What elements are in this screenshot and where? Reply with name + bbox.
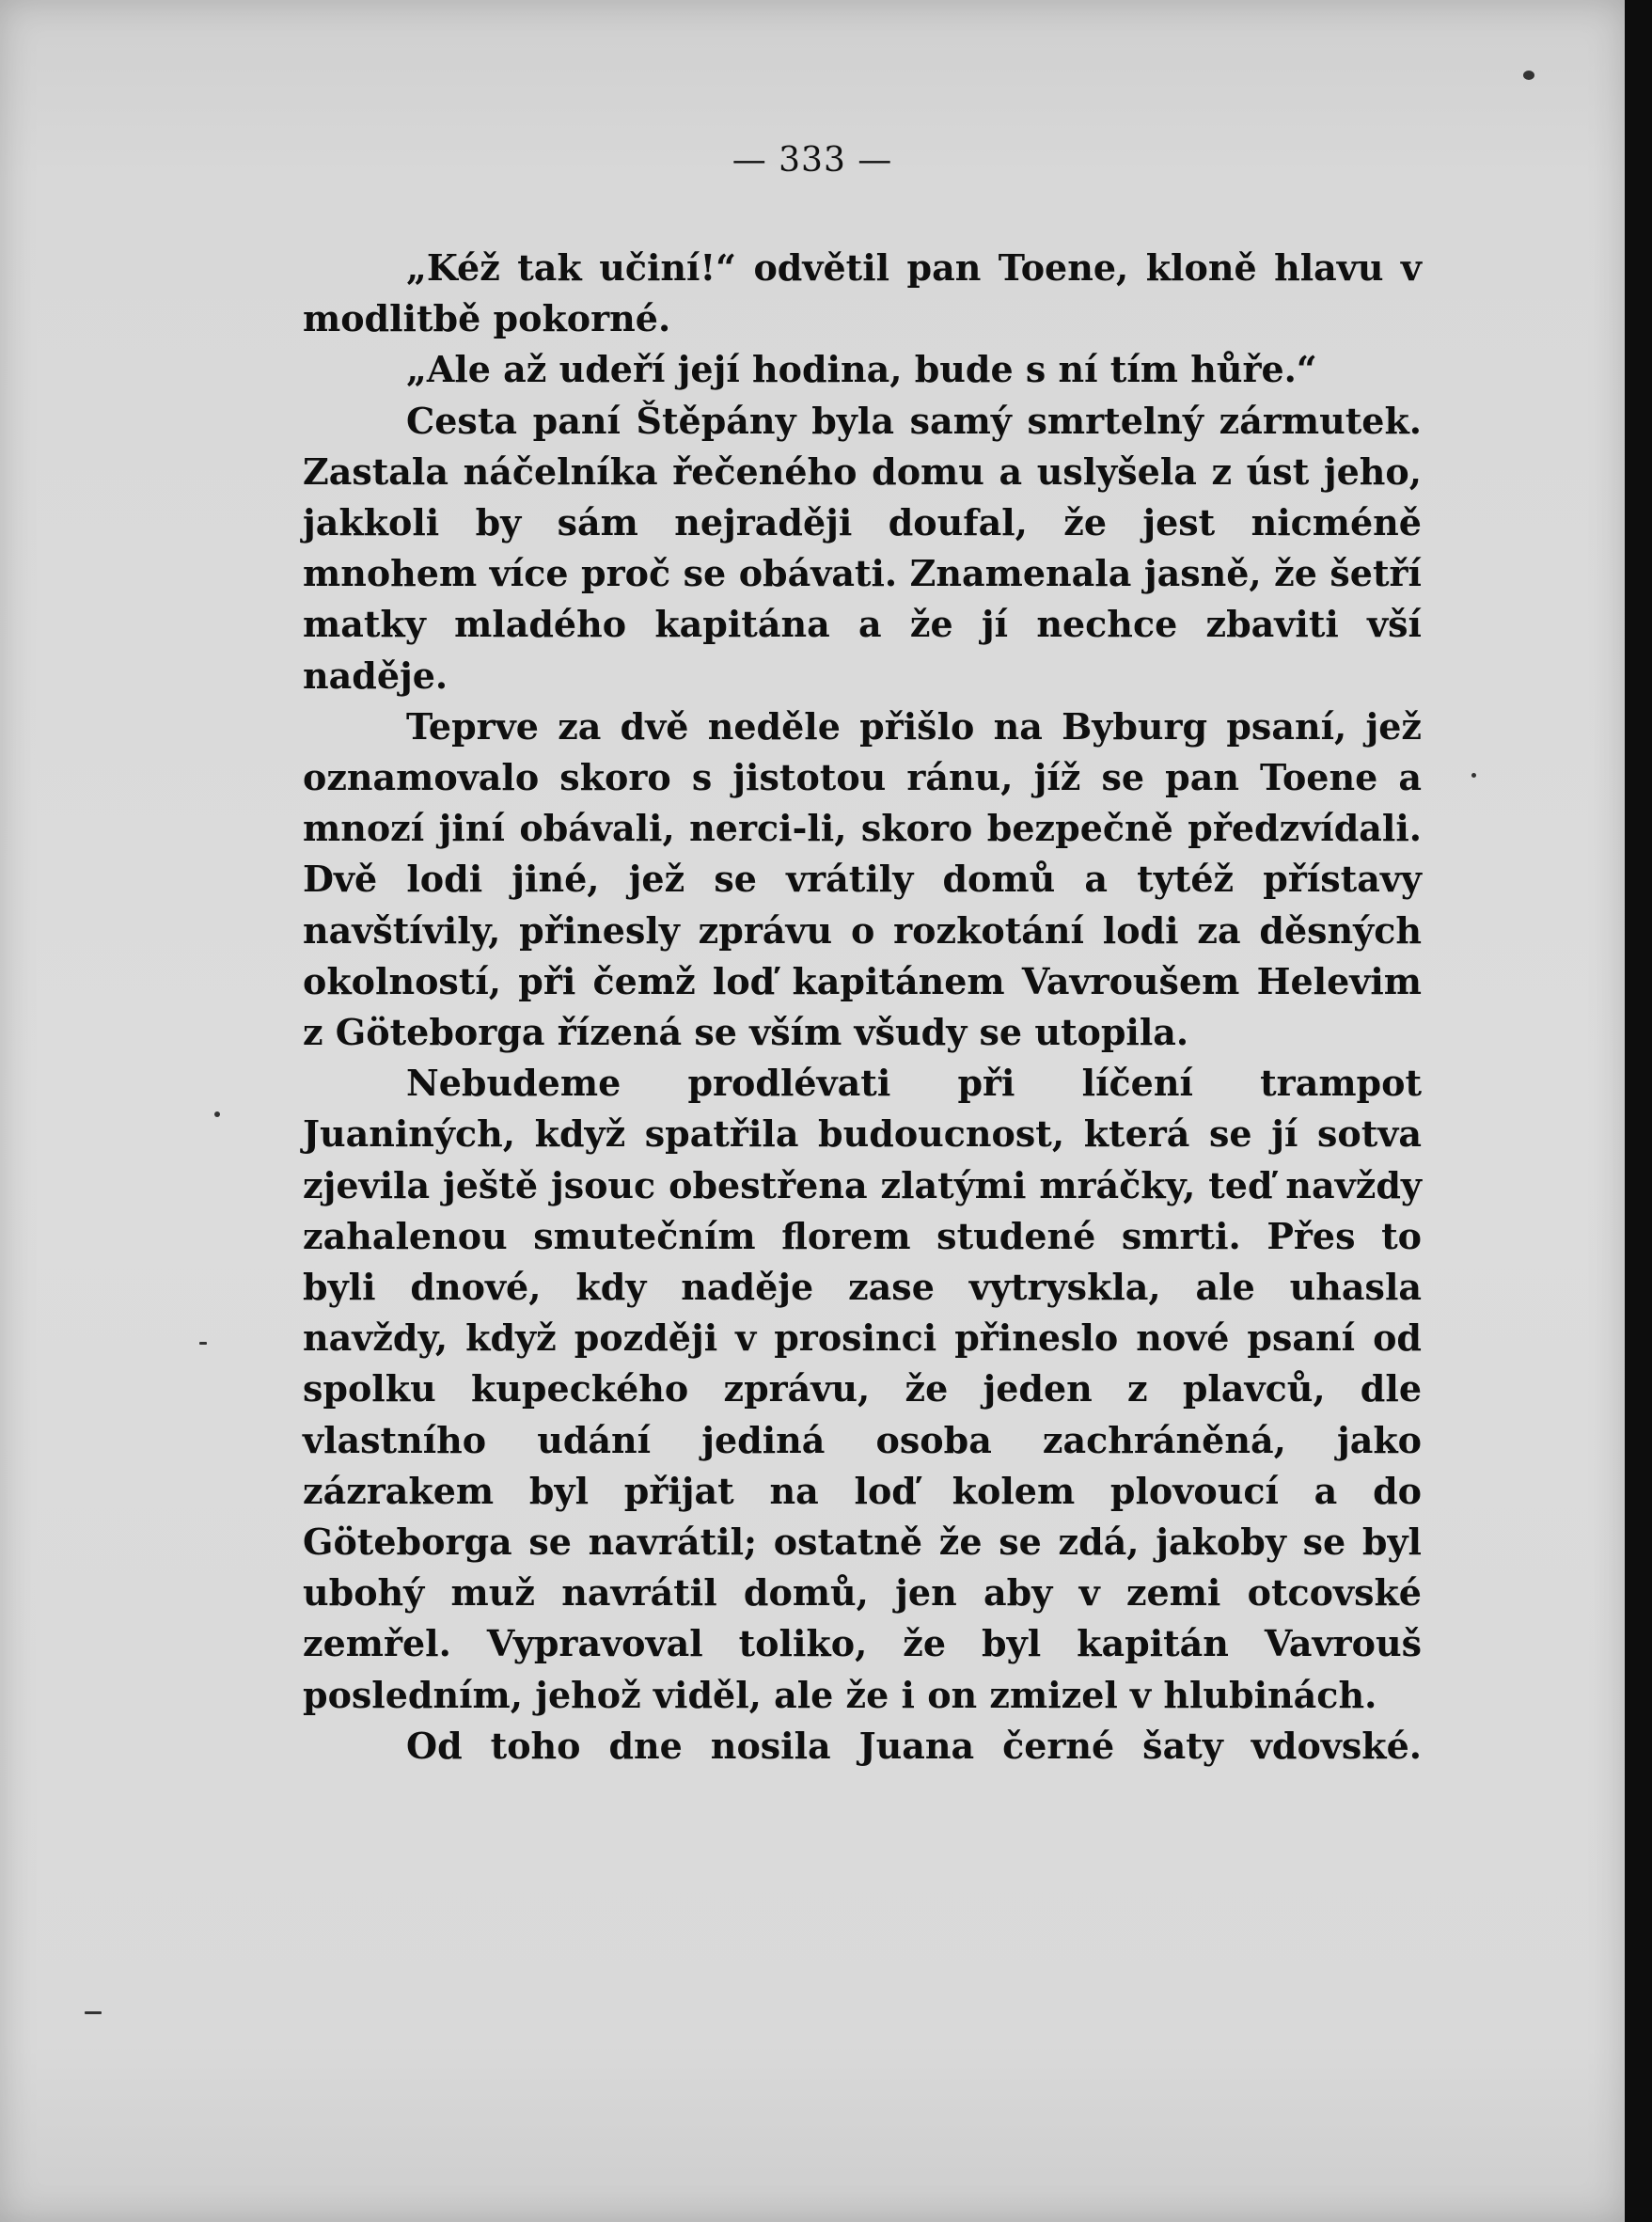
paper-speck xyxy=(1471,773,1476,778)
paragraph-5: Nebudeme prodlévati při líčení trampot Juaniných, když spatřila budoucnost, která se jí sotva zjevila ještě jsouc obestřena zlatými mráčky, teď navždy zahalenou smutečním florem studené smrti. Přes to byli dnové, kdy naděje zase vytryskla, ale uhasla navždy, když později v prosinci přineslo nové psaní od spolku kupeckého zprávu, že jeden z plavců, dle vlastního udání jediná osoba zachráněná, jako zázrakem byl přijat na loď kolem plovoucí a do Göteborga se navrátil; ostatně že se zdá, jakoby se byl ubohý muž navrátil domů, jen aby v zemi otcovské zemřel. Vypravoval toliko, že byl kapitán Vavrouš posledním, jehož viděl, ale že i on zmizel v hlubinách. xyxy=(303,1062,1422,1716)
paragraph-2: „Ale až udeří její hodina, bude s ní tím hůře.“ xyxy=(406,348,1317,391)
paragraph-1: „Kéž tak učiní!“ odvětil pan Toene, kloně hlavu v modlitbě pokorné. xyxy=(303,246,1422,340)
paper-speck xyxy=(1523,71,1534,80)
page-edge-shadow xyxy=(1625,0,1652,2222)
paper-speck xyxy=(199,1342,207,1345)
paragraph-4: Teprve za dvě neděle přišlo na Byburg psaní, jež oznamovalo skoro s jistotou ránu, jíž se pan Toene a mnozí jiní obávali, nerci-li, skoro bezpečně předzvídali. Dvě lodi jiné, jež se vrátily domů a tytéž přístavy navštívily, přinesly zprávu o rozkotání lodi za děsných okolností, při čemž loď kapitánem Vavroušem Helevim z Göteborga řízená se vším všudy se utopila. xyxy=(303,704,1422,1054)
paragraph-3: Cesta paní Štěpány byla samý smrtelný zármutek. Zastala náčelníka řečeného domu a uslyšela z úst jeho, jakkoli by sám nejraději doufal, že jest nicméně mnohem více proč se obávati. Znamenala jasně, že šetří matky mladého kapitána a že jí nechce zbaviti vší naděje. xyxy=(303,399,1422,697)
paper-speck xyxy=(85,2011,102,2014)
paragraph-6: Od toho dne nosila Juana černé šaty vdovské. xyxy=(406,1724,1422,1767)
paper-speck xyxy=(214,1111,220,1117)
page-number: — 333 — xyxy=(732,141,893,180)
body-text xyxy=(303,243,1422,1772)
